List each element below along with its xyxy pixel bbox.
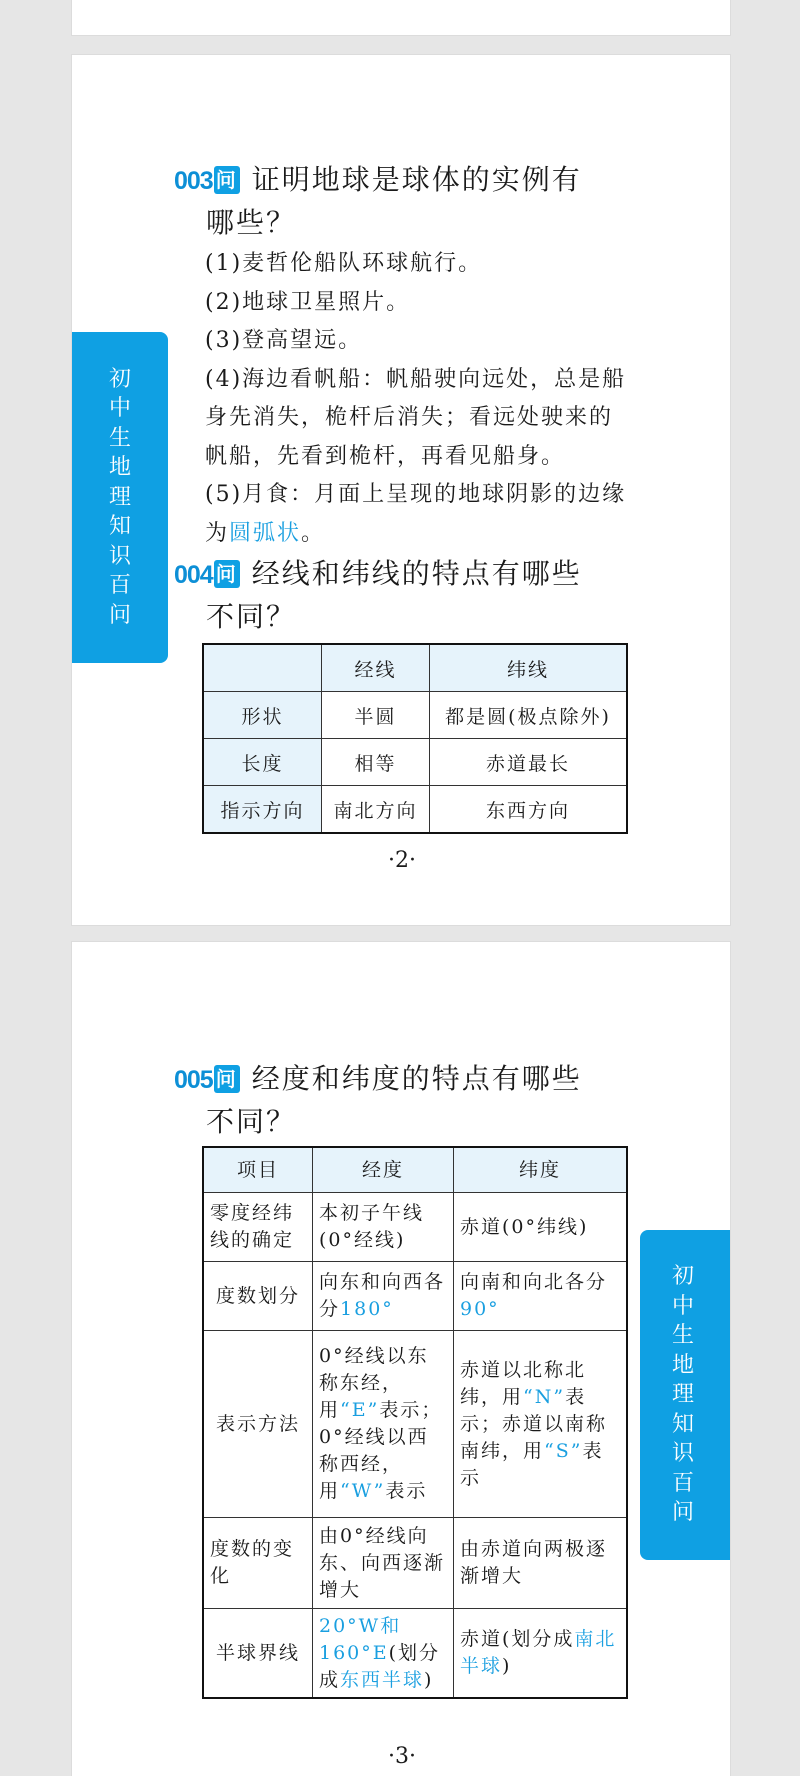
cell-text: 0°经线以东称东经，用 bbox=[319, 1345, 429, 1421]
highlight-text: “E” bbox=[340, 1399, 380, 1421]
table-cell: 由0°经线向东、向西逐渐增大 bbox=[313, 1518, 454, 1609]
table-cell: 南北方向 bbox=[322, 786, 430, 834]
longitude-latitude-table bbox=[202, 1146, 628, 1699]
cell-text: 表示；赤道以南称南纬，用 bbox=[460, 1385, 608, 1462]
page-number: ·3· bbox=[388, 1744, 416, 1769]
question-badge: 问 bbox=[215, 168, 238, 192]
highlight-text: 20°W和160°E bbox=[319, 1614, 402, 1664]
table-cell: 东西方向 bbox=[430, 786, 628, 834]
table-header-cell: 项目 bbox=[203, 1147, 313, 1193]
table-cell bbox=[454, 1331, 628, 1518]
answer-item: (3)登高望远。 bbox=[205, 328, 363, 353]
row-label: 形状 bbox=[203, 692, 322, 739]
cell-text: 表示；0°经线以西称西经，用 bbox=[319, 1399, 443, 1502]
table-cell: 都是圆(极点除外) bbox=[430, 692, 628, 739]
highlight-text: 180° bbox=[340, 1298, 394, 1320]
answer-text: 。 bbox=[301, 520, 326, 546]
highlight-text: 南北半球 bbox=[460, 1628, 617, 1677]
answer-item: (2)地球卫星照片。 bbox=[205, 289, 411, 315]
question-title-cont: 不同？ bbox=[206, 1105, 297, 1138]
table-cell bbox=[313, 1331, 454, 1518]
row-label: 表示方法 bbox=[203, 1331, 313, 1518]
previous-page-bottom bbox=[72, 0, 730, 35]
table-row bbox=[203, 1518, 627, 1609]
question-title: 经度和纬度的特点有哪些 bbox=[251, 1062, 582, 1095]
table-header-cell: 经线 bbox=[322, 644, 430, 692]
cell-text: 赤道以北称北纬，用 bbox=[460, 1358, 587, 1408]
answer-item: (1)麦哲伦船队环球航行。 bbox=[205, 251, 483, 276]
side-tab-label: 初中生地理知识百问 bbox=[671, 1264, 694, 1526]
question-badge: 问 bbox=[215, 562, 238, 586]
answer-text: (5)月食：月面上呈现的地球阴影的边缘为 bbox=[205, 482, 627, 546]
question-title: 经线和纬线的特点有哪些 bbox=[251, 557, 582, 590]
table-row bbox=[203, 786, 627, 834]
table-cell: 本初子午线(0°经线) bbox=[313, 1193, 454, 1262]
question-004-heading bbox=[174, 553, 634, 638]
table-cell: 相等 bbox=[322, 739, 430, 786]
question-005-heading bbox=[174, 1058, 634, 1143]
row-label: 长度 bbox=[203, 739, 322, 786]
table-cell: 赤道最长 bbox=[430, 739, 628, 786]
cell-text: 表示 bbox=[460, 1439, 604, 1489]
row-label: 半球界线 bbox=[203, 1609, 313, 1699]
highlight-text: “S” bbox=[544, 1439, 583, 1462]
table-row bbox=[203, 1609, 627, 1699]
answer-003 bbox=[205, 245, 635, 553]
cell-text: 赤道(划分成 bbox=[460, 1628, 575, 1650]
table-cell bbox=[454, 1609, 628, 1699]
table-row bbox=[203, 692, 627, 739]
answer-item bbox=[205, 476, 635, 553]
row-label: 零度经纬线的确定 bbox=[203, 1193, 313, 1262]
row-label: 指示方向 bbox=[203, 786, 322, 834]
side-tab-right bbox=[640, 1230, 730, 1560]
meridian-parallel-table bbox=[202, 643, 628, 834]
table-row bbox=[203, 1193, 627, 1262]
table-row bbox=[203, 1331, 627, 1518]
highlight-text: 东西半球 bbox=[340, 1668, 425, 1691]
table-header-cell: 经度 bbox=[313, 1147, 454, 1193]
cell-text: 表示 bbox=[385, 1480, 428, 1502]
cell-text: ) bbox=[502, 1655, 512, 1677]
question-title-cont: 哪些？ bbox=[206, 206, 297, 239]
answer-item: (4)海边看帆船：帆船驶向远处，总是船身先消失，桅杆后消失；看远处驶来的帆船，先看到桅杆，再看见船身。 bbox=[205, 366, 627, 469]
table-row bbox=[203, 1262, 627, 1331]
page-number: ·2· bbox=[388, 848, 416, 873]
question-003-heading bbox=[174, 159, 634, 244]
cell-text: ) bbox=[424, 1668, 434, 1691]
table-header-row bbox=[203, 1147, 627, 1193]
table-header-cell bbox=[203, 644, 322, 692]
side-tab-label: 初中生地理知识百问 bbox=[108, 366, 131, 628]
row-label: 度数划分 bbox=[203, 1262, 313, 1331]
table-row bbox=[203, 739, 627, 786]
highlight-text: “W” bbox=[340, 1480, 386, 1502]
table-cell bbox=[313, 1262, 454, 1331]
table-header-cell: 纬度 bbox=[454, 1147, 628, 1193]
table-cell: 由赤道向两极逐渐增大 bbox=[454, 1518, 628, 1609]
question-title-cont: 不同？ bbox=[206, 600, 297, 633]
highlight-text: 90° bbox=[460, 1298, 500, 1320]
cell-text: 向东和向西各分 bbox=[319, 1271, 446, 1320]
cell-text: 向南和向北各分 bbox=[460, 1271, 608, 1293]
question-number: 005 bbox=[174, 1066, 213, 1094]
question-badge: 问 bbox=[215, 1067, 238, 1091]
question-title: 证明地球是球体的实例有 bbox=[251, 163, 582, 196]
cell-text: (划分成 bbox=[319, 1641, 441, 1691]
question-number: 003 bbox=[174, 167, 213, 195]
question-number: 004 bbox=[174, 561, 213, 589]
highlight-text: “N” bbox=[523, 1385, 566, 1408]
side-tab-left bbox=[72, 332, 168, 663]
table-cell bbox=[454, 1262, 628, 1331]
table-header-cell: 纬线 bbox=[430, 644, 628, 692]
row-label: 度数的变化 bbox=[203, 1518, 313, 1609]
table-cell: 赤道(0°纬线) bbox=[454, 1193, 628, 1262]
highlight-text: 圆弧状 bbox=[229, 520, 302, 546]
table-cell bbox=[313, 1609, 454, 1699]
table-cell: 半圆 bbox=[322, 692, 430, 739]
